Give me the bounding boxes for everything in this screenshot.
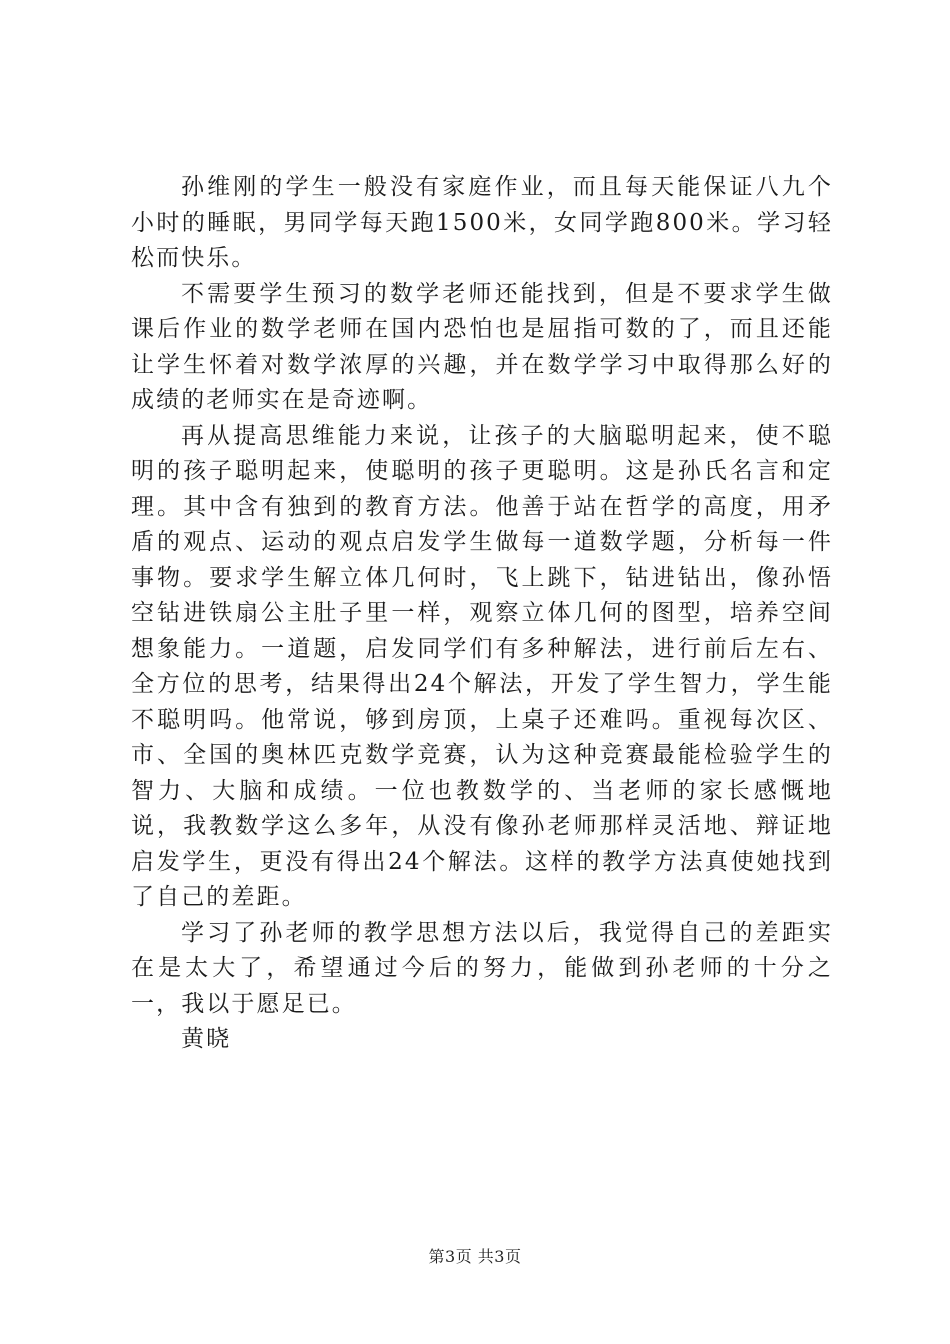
paragraph-4: 学习了孙老师的教学思想方法以后，我觉得自己的差距实在是太大了，希望通过今后的努力，能做到孙老师的十分之一，我以于愿足已。 — [131, 919, 833, 1017]
paragraph-2: 不需要学生预习的数学老师还能找到，但是不要求学生做课后作业的数学老师在国内恐怕也是屈指可数的了，而且还能让学生怀着对数学浓厚的兴趣，并在数学学习中取得那么好的成绩的老师实在是奇迹啊。 — [131, 280, 833, 413]
author-signature: 黄晓 — [181, 1026, 232, 1052]
paragraph-3: 再从提高思维能力来说，让孩子的大脑聪明起来，使不聪明的孩子聪明起来，使聪明的孩子更聪明。这是孙氏名言和定理。其中含有独到的教育方法。他善于站在哲学的高度，用矛盾的观点、运动的观点启发学生做每一道数学题，分析每一件事物。要求学生解立体几何时，飞上跳下，钻进钻出，像孙悟空钻进铁扇公主肚子里一样，观察立体几何的图型，培养空间想象能力。一道题，启发同学们有多种解法，进行前后左右、全方位的思考，结果得出24个解法，开发了学生智力，学生能不聪明吗。他常说，够到房顶，上桌子还难吗。重视每次区、市、全国的奥林匹克数学竞赛，认为这种竞赛最能检验学生的智力、大脑和成绩。一位也教数学的、当老师的家长感慨地说，我教数学这么多年，从没有像孙老师那样灵活地、辩证地启发学生，更没有得出24个解法。这样的教学方法真使她找到了自己的差距。 — [131, 422, 833, 910]
page-footer: 第3页 共3页 — [428, 1247, 522, 1266]
paragraph-1: 孙维刚的学生一般没有家庭作业，而且每天能保证八九个小时的睡眠，男同学每天跑1500米，女同学跑800米。学习轻松而快乐。 — [131, 174, 833, 271]
document-body — [131, 170, 833, 1058]
